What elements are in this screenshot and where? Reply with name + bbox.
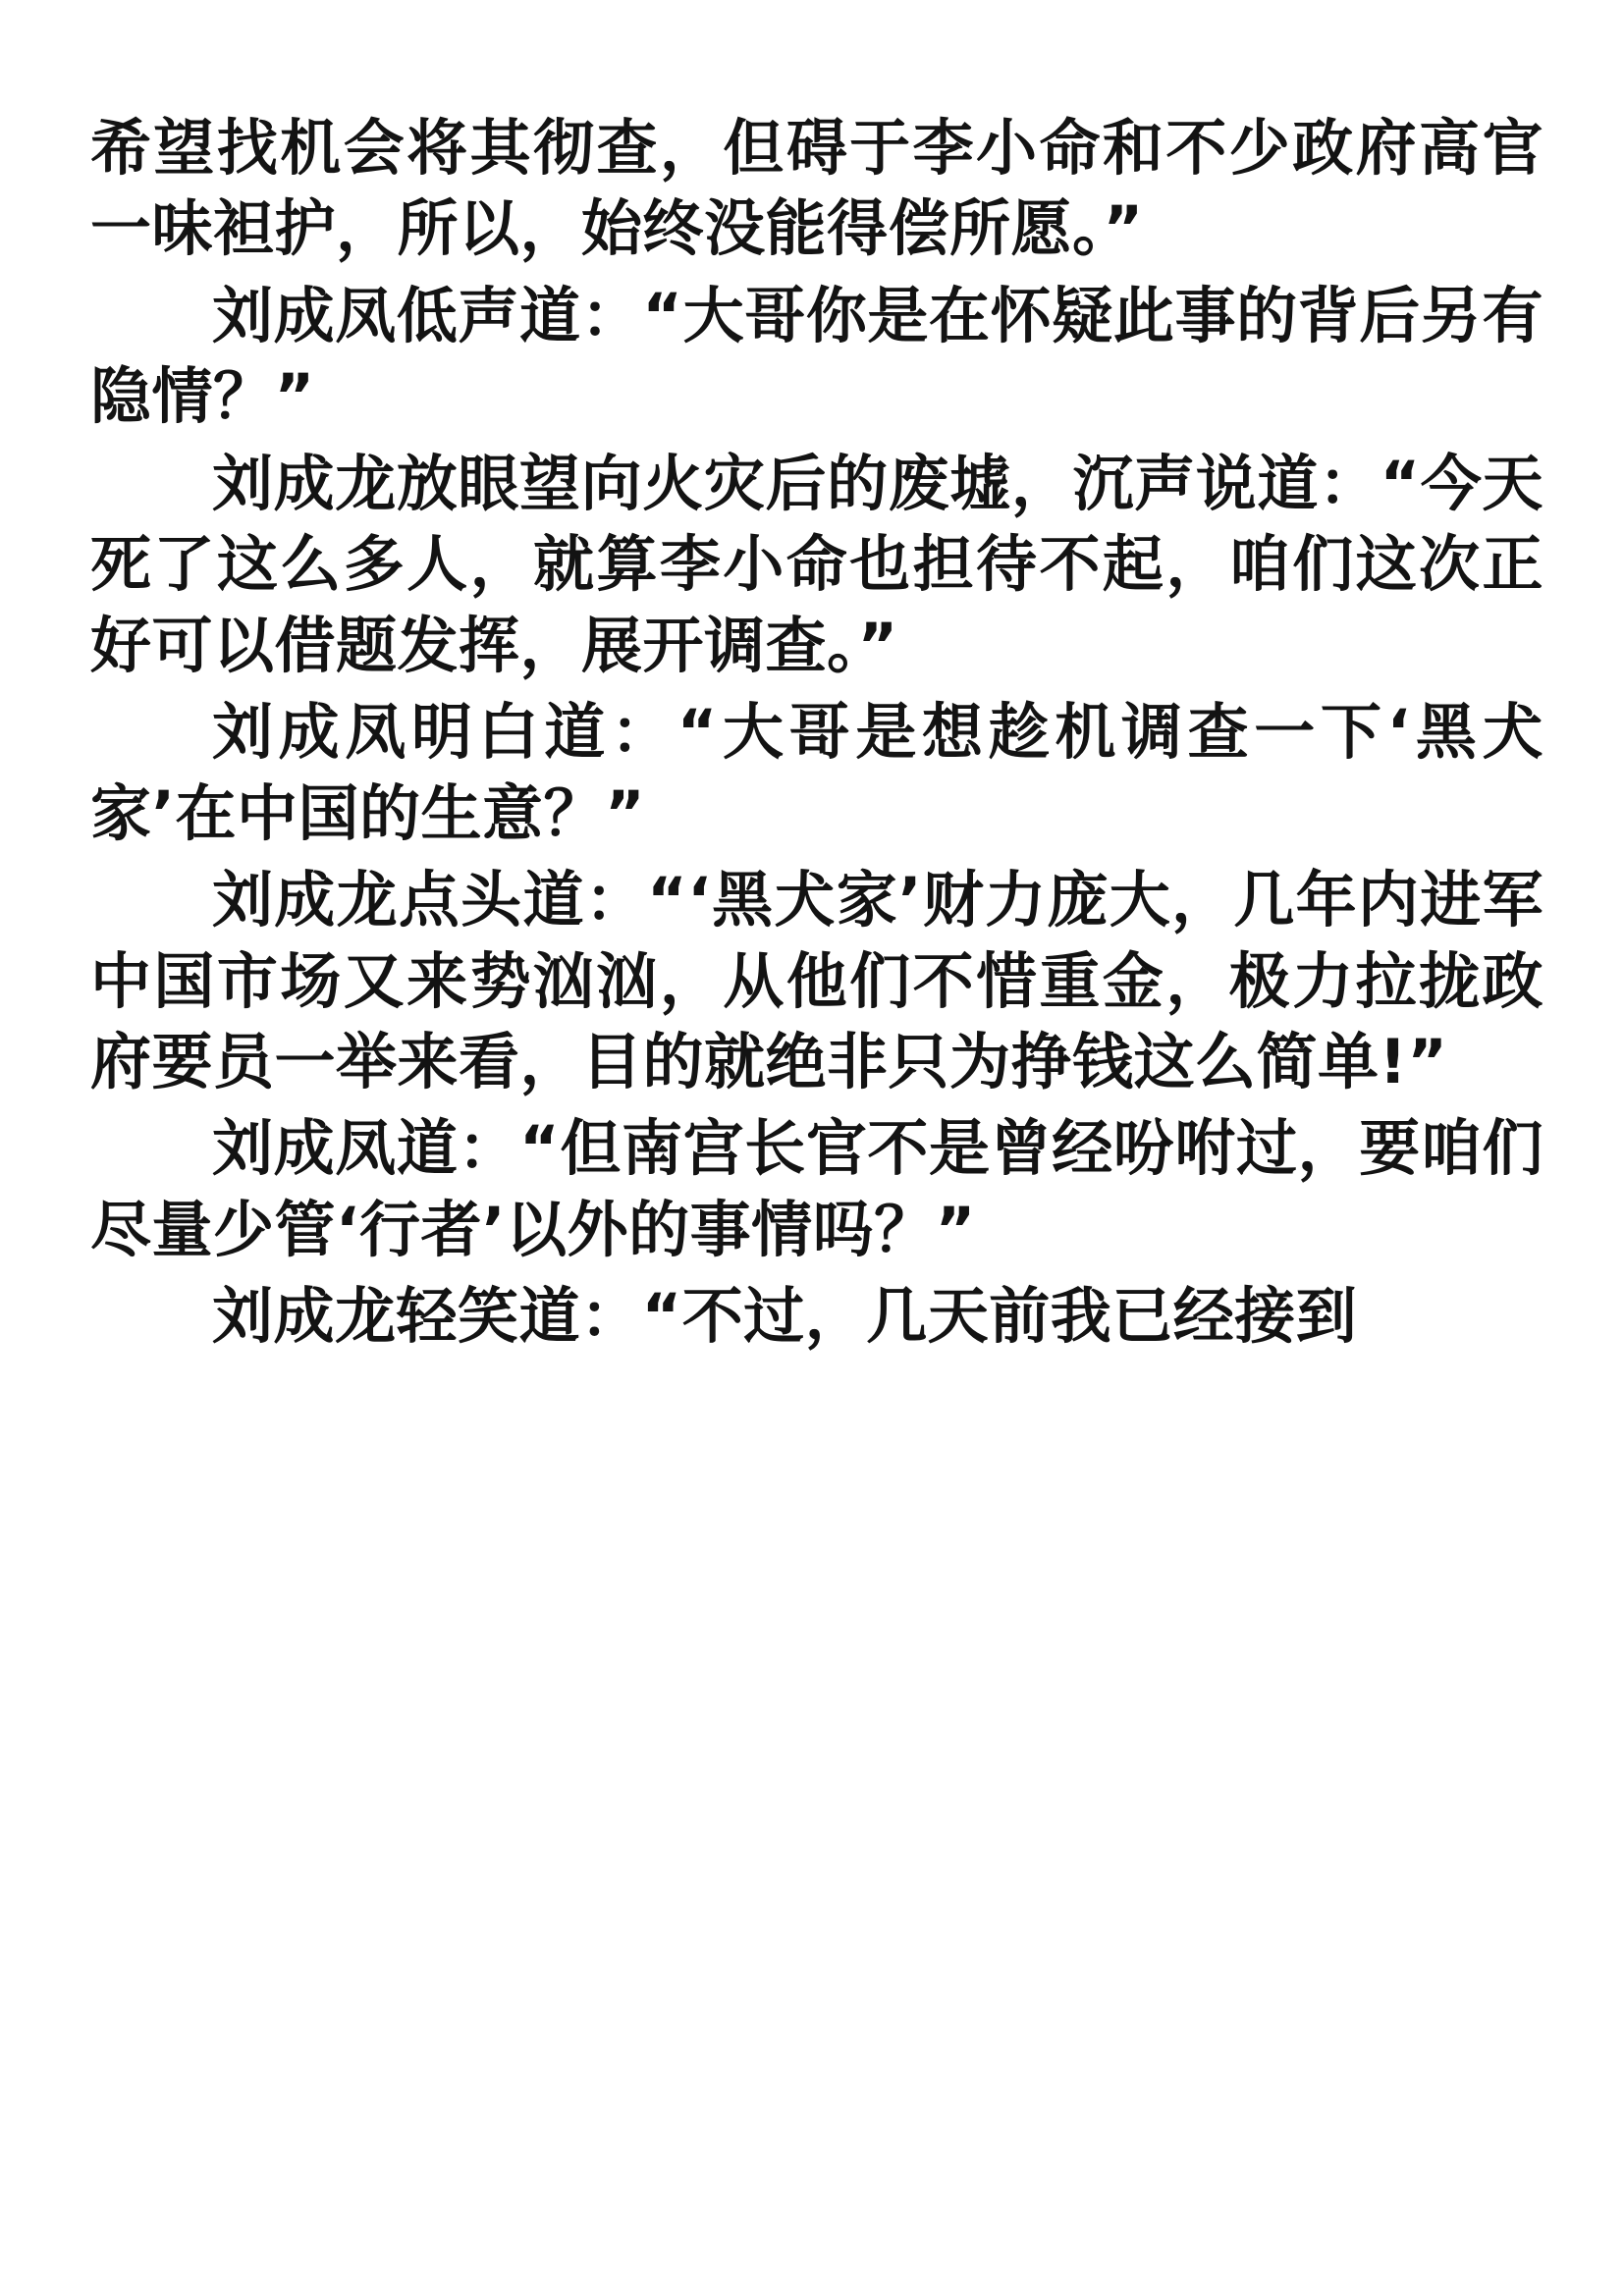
paragraph-3: 刘成龙放眼望向火灾后的废墟，沉声说道：“今天死了这么多人，就算李小命也担待不起，咱们这次正好可以借题发挥，展开调查。” bbox=[90, 447, 1543, 681]
paragraph-4: 刘成凤明白道：“大哥是想趁机调查一下‘黑犬家’在中国的生意？” bbox=[90, 696, 1543, 849]
body-text-column bbox=[90, 108, 1543, 1363]
paragraph-2: 刘成凤低声道：“大哥你是在怀疑此事的背后另有隐情？” bbox=[90, 279, 1543, 433]
paragraph-6: 刘成凤道：“但南宫长官不是曾经吩咐过，要咱们尽量少管‘行者’以外的事情吗？” bbox=[90, 1112, 1543, 1265]
paragraph-7: 刘成龙轻笑道：“不过，几天前我已经接到 bbox=[212, 1280, 1358, 1353]
paragraph-5: 刘成龙点头道：“‘黑犬家’财力庞大，几年内进军中国市场又来势汹汹，从他们不惜重金，极力拉拢政府要员一举来看，目的就绝非只为挣钱这么简单!” bbox=[90, 864, 1543, 1097]
paragraph-1: 希望找机会将其彻查，但碍于李小命和不少政府高官一味袒护，所以，始终没能得偿所愿。” bbox=[90, 112, 1543, 265]
